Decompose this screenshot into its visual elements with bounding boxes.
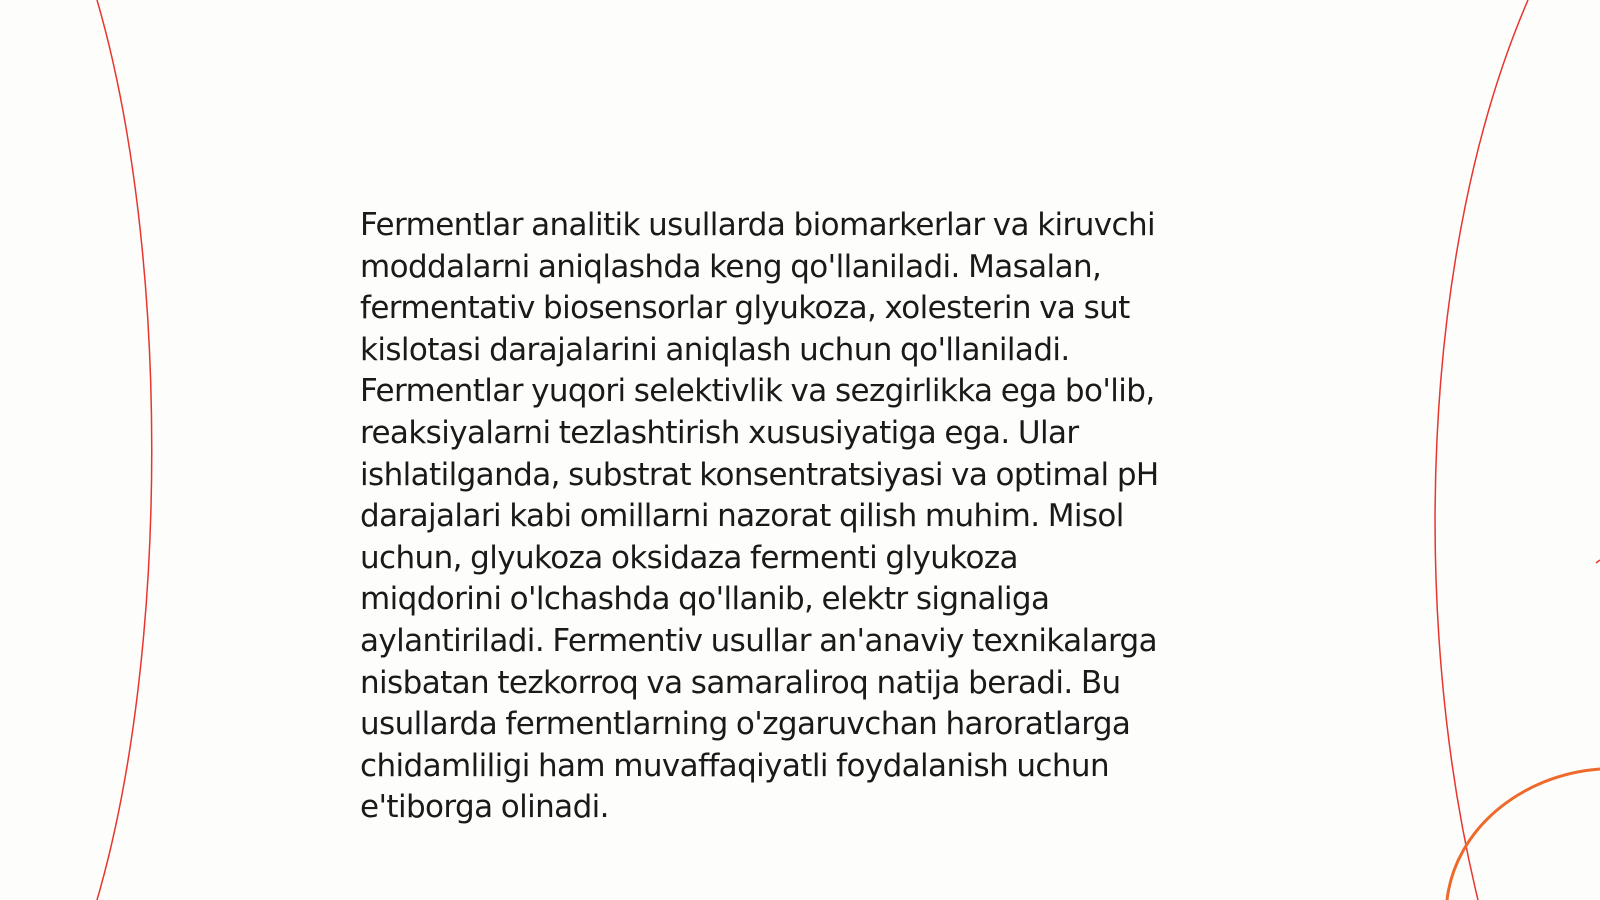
paragraph-line: kislotasi darajalarini aniqlash uchun qo'llaniladi. — [360, 331, 1070, 368]
body-paragraph — [360, 205, 1260, 829]
left-curve — [97, 0, 152, 900]
paragraph-line: usullarda fermentlarning o'zgaruvchan haroratlarga — [360, 706, 1131, 743]
paragraph-line: Fermentlar analitik usullarda biomarkerlar va kiruvchi — [360, 207, 1155, 243]
paragraph-line: chidamliligi ham muvaffaqiyatli foydalanish uchun — [360, 747, 1110, 784]
paragraph-line: aylantiriladi. Fermentiv usullar an'anaviy texnikalarga — [360, 622, 1158, 659]
paragraph-line: Fermentlar yuqori selektivlik va sezgirlikka ega bo'lib, — [360, 373, 1155, 410]
orange-arc — [1447, 769, 1600, 900]
paragraph-line: moddalarni aniqlashda keng qo'llaniladi. Masalan, — [360, 248, 1102, 285]
right-curve — [1435, 0, 1528, 900]
paragraph-line: e'tiborga olinadi. — [360, 789, 609, 826]
paragraph-line: ishlatilganda, substrat konsentratsiyasi va optimal pH — [360, 456, 1159, 493]
paragraph-line: reaksiyalarni tezlashtirish xususiyatiga ega. Ular — [360, 414, 1079, 451]
paragraph-line: nisbatan tezkorroq va samaraliroq natija beradi. Bu — [360, 664, 1121, 701]
edge-mark — [1596, 560, 1600, 563]
paragraph-line: uchun, glyukoza oksidaza fermenti glyukoza — [360, 539, 1018, 576]
paragraph-line: miqdorini o'lchashda qo'llanib, elektr signaliga — [360, 581, 1050, 618]
paragraph-line: fermentativ biosensorlar glyukoza, xolesterin va sut — [360, 290, 1130, 327]
paragraph-line: darajalari kabi omillarni nazorat qilish muhim. Misol — [360, 498, 1124, 535]
